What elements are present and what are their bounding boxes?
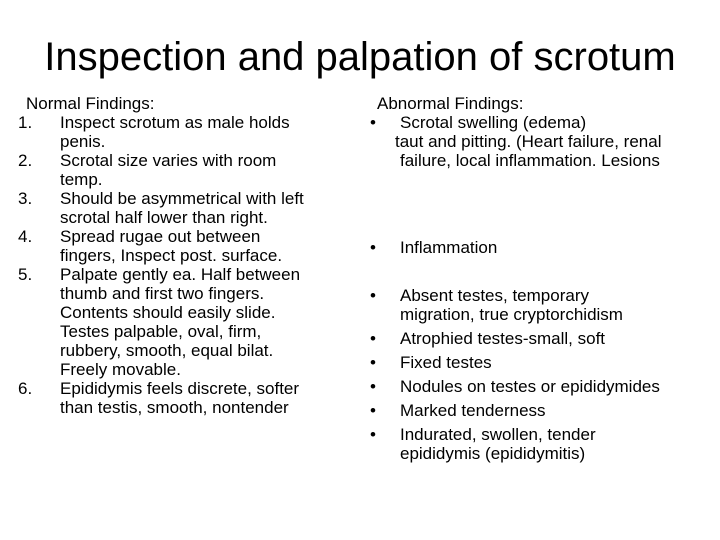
item-text: Spread rugae out between [60, 227, 261, 246]
item-text: Atrophied testes-small, soft [400, 329, 606, 348]
bullet-icon: • [370, 329, 376, 348]
item-text: Scrotal swelling (edema) [400, 113, 587, 132]
item-text: Marked tenderness [400, 401, 546, 420]
item-text: epididymis (epididymitis) [400, 444, 586, 463]
list-item [18, 189, 358, 227]
item-number: 6. [18, 379, 33, 398]
item-text: than testis, smooth, nontender [60, 398, 289, 417]
item-text: Indurated, swollen, tender [400, 425, 596, 444]
item-text: penis. [60, 132, 106, 151]
item-text: failure, local inflammation. Lesions [400, 151, 660, 170]
item-text: fingers, Inspect post. surface. [60, 246, 283, 265]
list-item [362, 425, 712, 463]
item-number: 1. [18, 113, 33, 132]
bullet-icon: • [370, 286, 376, 305]
list-item [362, 286, 712, 324]
list-item [18, 265, 358, 379]
item-number: 3. [18, 189, 33, 208]
list-item [362, 401, 712, 420]
list-item [18, 151, 358, 189]
item-text: Scrotal size varies with room [60, 151, 277, 170]
item-text: taut and pitting. (Heart failure, renal [395, 132, 662, 151]
abnormal-findings-column [362, 94, 712, 463]
item-text: Testes palpable, oval, firm, [60, 322, 262, 341]
bullet-icon: • [370, 113, 376, 132]
item-text: rubbery, smooth, equal bilat. [60, 341, 274, 360]
item-text: Contents should easily slide. [60, 303, 276, 322]
list-item [18, 113, 358, 151]
item-text: Absent testes, temporary [400, 286, 589, 305]
normal-findings-column [18, 94, 358, 417]
bullet-icon: • [370, 353, 376, 372]
item-text: Freely movable. [60, 360, 181, 379]
normal-findings-heading: Normal Findings: [26, 94, 155, 113]
list-item [18, 379, 358, 417]
list-item [362, 329, 712, 348]
item-text: temp. [60, 170, 103, 189]
slide-title: Inspection and palpation of scrotum [44, 35, 676, 79]
item-number: 2. [18, 151, 33, 170]
bullet-icon: • [370, 238, 376, 257]
item-text: Palpate gently ea. Half between [60, 265, 301, 284]
item-text: scrotal half lower than right. [60, 208, 268, 227]
item-number: 4. [18, 227, 33, 246]
bullet-icon: • [370, 377, 376, 396]
item-number: 5. [18, 265, 33, 284]
item-text: Nodules on testes or epididymides [400, 377, 660, 396]
item-text: Should be asymmetrical with left [60, 189, 304, 208]
abnormal-findings-heading: Abnormal Findings: [377, 94, 524, 113]
item-text: Fixed testes [400, 353, 492, 372]
list-item [362, 353, 712, 372]
list-item [18, 227, 358, 265]
list-item [362, 113, 712, 132]
item-text: migration, true cryptorchidism [400, 305, 623, 324]
bullet-icon: • [370, 425, 376, 444]
item-text: thumb and first two fingers. [60, 284, 265, 303]
bullet-icon: • [370, 401, 376, 420]
item-text: Inflammation [400, 238, 498, 257]
item-text: Epididymis feels discrete, softer [60, 379, 300, 398]
list-item [362, 377, 712, 396]
list-item [362, 238, 712, 257]
item-text: Inspect scrotum as male holds [60, 113, 290, 132]
